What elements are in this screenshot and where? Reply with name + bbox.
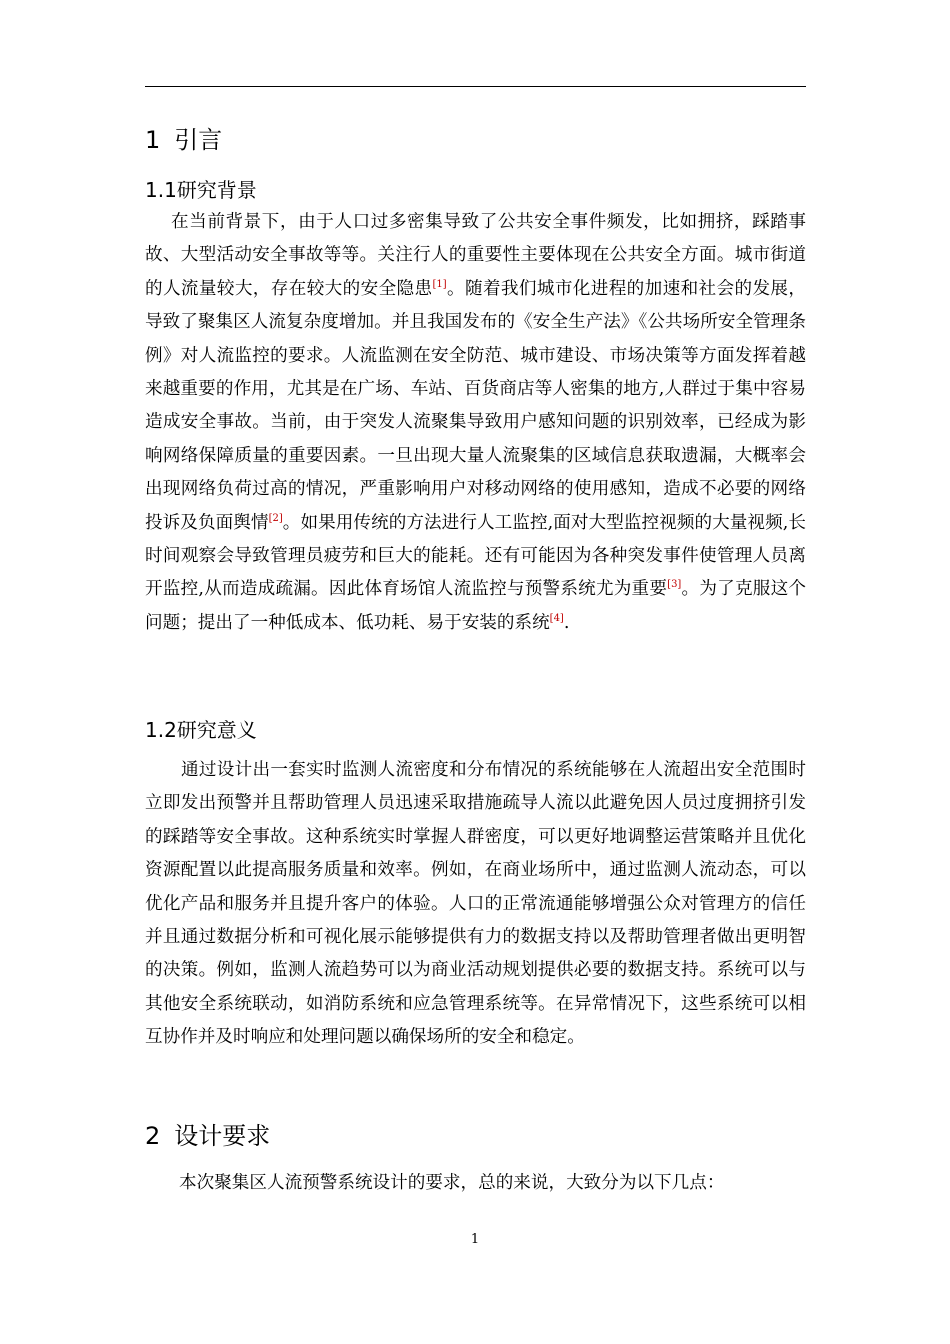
citation-3[interactable]: [3] bbox=[667, 579, 682, 591]
section-2-number: 2 bbox=[145, 1122, 161, 1150]
background-paragraph bbox=[145, 206, 806, 640]
section-1-title: 引言 bbox=[174, 126, 223, 154]
page-number: 1 bbox=[470, 1232, 480, 1247]
subsection-1-1-number: 1.1 bbox=[145, 178, 177, 202]
background-text-1: 在当前背景下，由于人口过多密集导致了公共安全事件频发，比如拥挤，踩踏事故、大型活动安全事故等等。关注行人的重要性主要体现在公共安全方面。城市街道的人流量较大，存在较大的安全隐患 bbox=[145, 212, 806, 299]
subsection-1-2-heading bbox=[145, 717, 257, 743]
section-1-heading bbox=[145, 125, 222, 155]
background-text-5: . bbox=[563, 612, 570, 633]
section-2-title: 设计要求 bbox=[174, 1122, 271, 1150]
subsection-1-1-heading bbox=[145, 177, 257, 203]
section-1-number: 1 bbox=[145, 126, 161, 154]
background-text-3: 。如果用传统的方法进行人工监控,面对大型监控视频的大量视频,长时间观察会导致管理员疲劳和巨大的能耗。还有可能因为各种突发事件使管理人员离开监控,从而造成疏漏。因此体育场馆人流监控与预警系统尤为重要 bbox=[145, 512, 806, 600]
design-requirements-intro: 本次聚集区人流预警系统设计的要求，总的来说，大致分为以下几点： bbox=[179, 1173, 725, 1193]
subsection-1-2-title: 研究意义 bbox=[176, 718, 257, 742]
citation-2[interactable]: [2] bbox=[268, 512, 283, 524]
significance-paragraph: 通过设计出一套实时监测人流密度和分布情况的系统能够在人流超出安全范围时立即发出预警并且帮助管理人员迅速采取措施疏导人流以此避免因人员过度拥挤引发的踩踏等安全事故。这种系统实时掌握人群密度，可以更好地调整运营策略并且优化资源配置以此提高服务质量和效率。例如，在商业场所中，通过监测人流动态，可以优化产品和服务并且提升客户的体验。人口的正常流通能够增强公众对管理方的信任并且通过数据分析和可视化展示能够提供有力的数据支持以及帮助管理者做出更明智的决策。例如，监测人流趋势可以为商业活动规划提供必要的数据支持。系统可以与其他安全系统联动，如消防系统和应急管理系统等。在异常情况下，这些系统可以相互协作并及时响应和处理问题以确保场所的安全和稳定。 bbox=[145, 760, 806, 1048]
header-rule bbox=[145, 86, 806, 87]
background-text-4: 。为了克服这个问题；提出了一种低成本、低功耗、易于安装的系统 bbox=[145, 579, 806, 633]
background-text-2: 。随着我们城市化进程的加速和社会的发展，导致了聚集区人流复杂度增加。并且我国发布的《安全生产法》《公共场所安全管理条例》对人流监控的要求。人流监测在安全防范、城市建设、市场决策等方面发挥着越来越重要的作用，尤其是在广场、车站、百货商店等人密集的地方,人群过于集中容易造成安全事故。当前，由于突发人流聚集导致用户感知问题的识别效率，已经成为影响网络保障质量的重要因素。一旦出现大量人流聚集的区域信息获取遗漏，大概率会出现网络负荷过高的情况，严重影响用户对移动网络的使用感知，造成不必要的网络投诉及负面舆情 bbox=[145, 278, 806, 533]
subsection-1-1-title: 研究背景 bbox=[176, 178, 257, 202]
citation-1[interactable]: [1] bbox=[432, 278, 447, 290]
citation-4[interactable]: [4] bbox=[549, 612, 564, 624]
subsection-1-2-number: 1.2 bbox=[145, 718, 177, 742]
section-2-heading bbox=[145, 1121, 270, 1151]
